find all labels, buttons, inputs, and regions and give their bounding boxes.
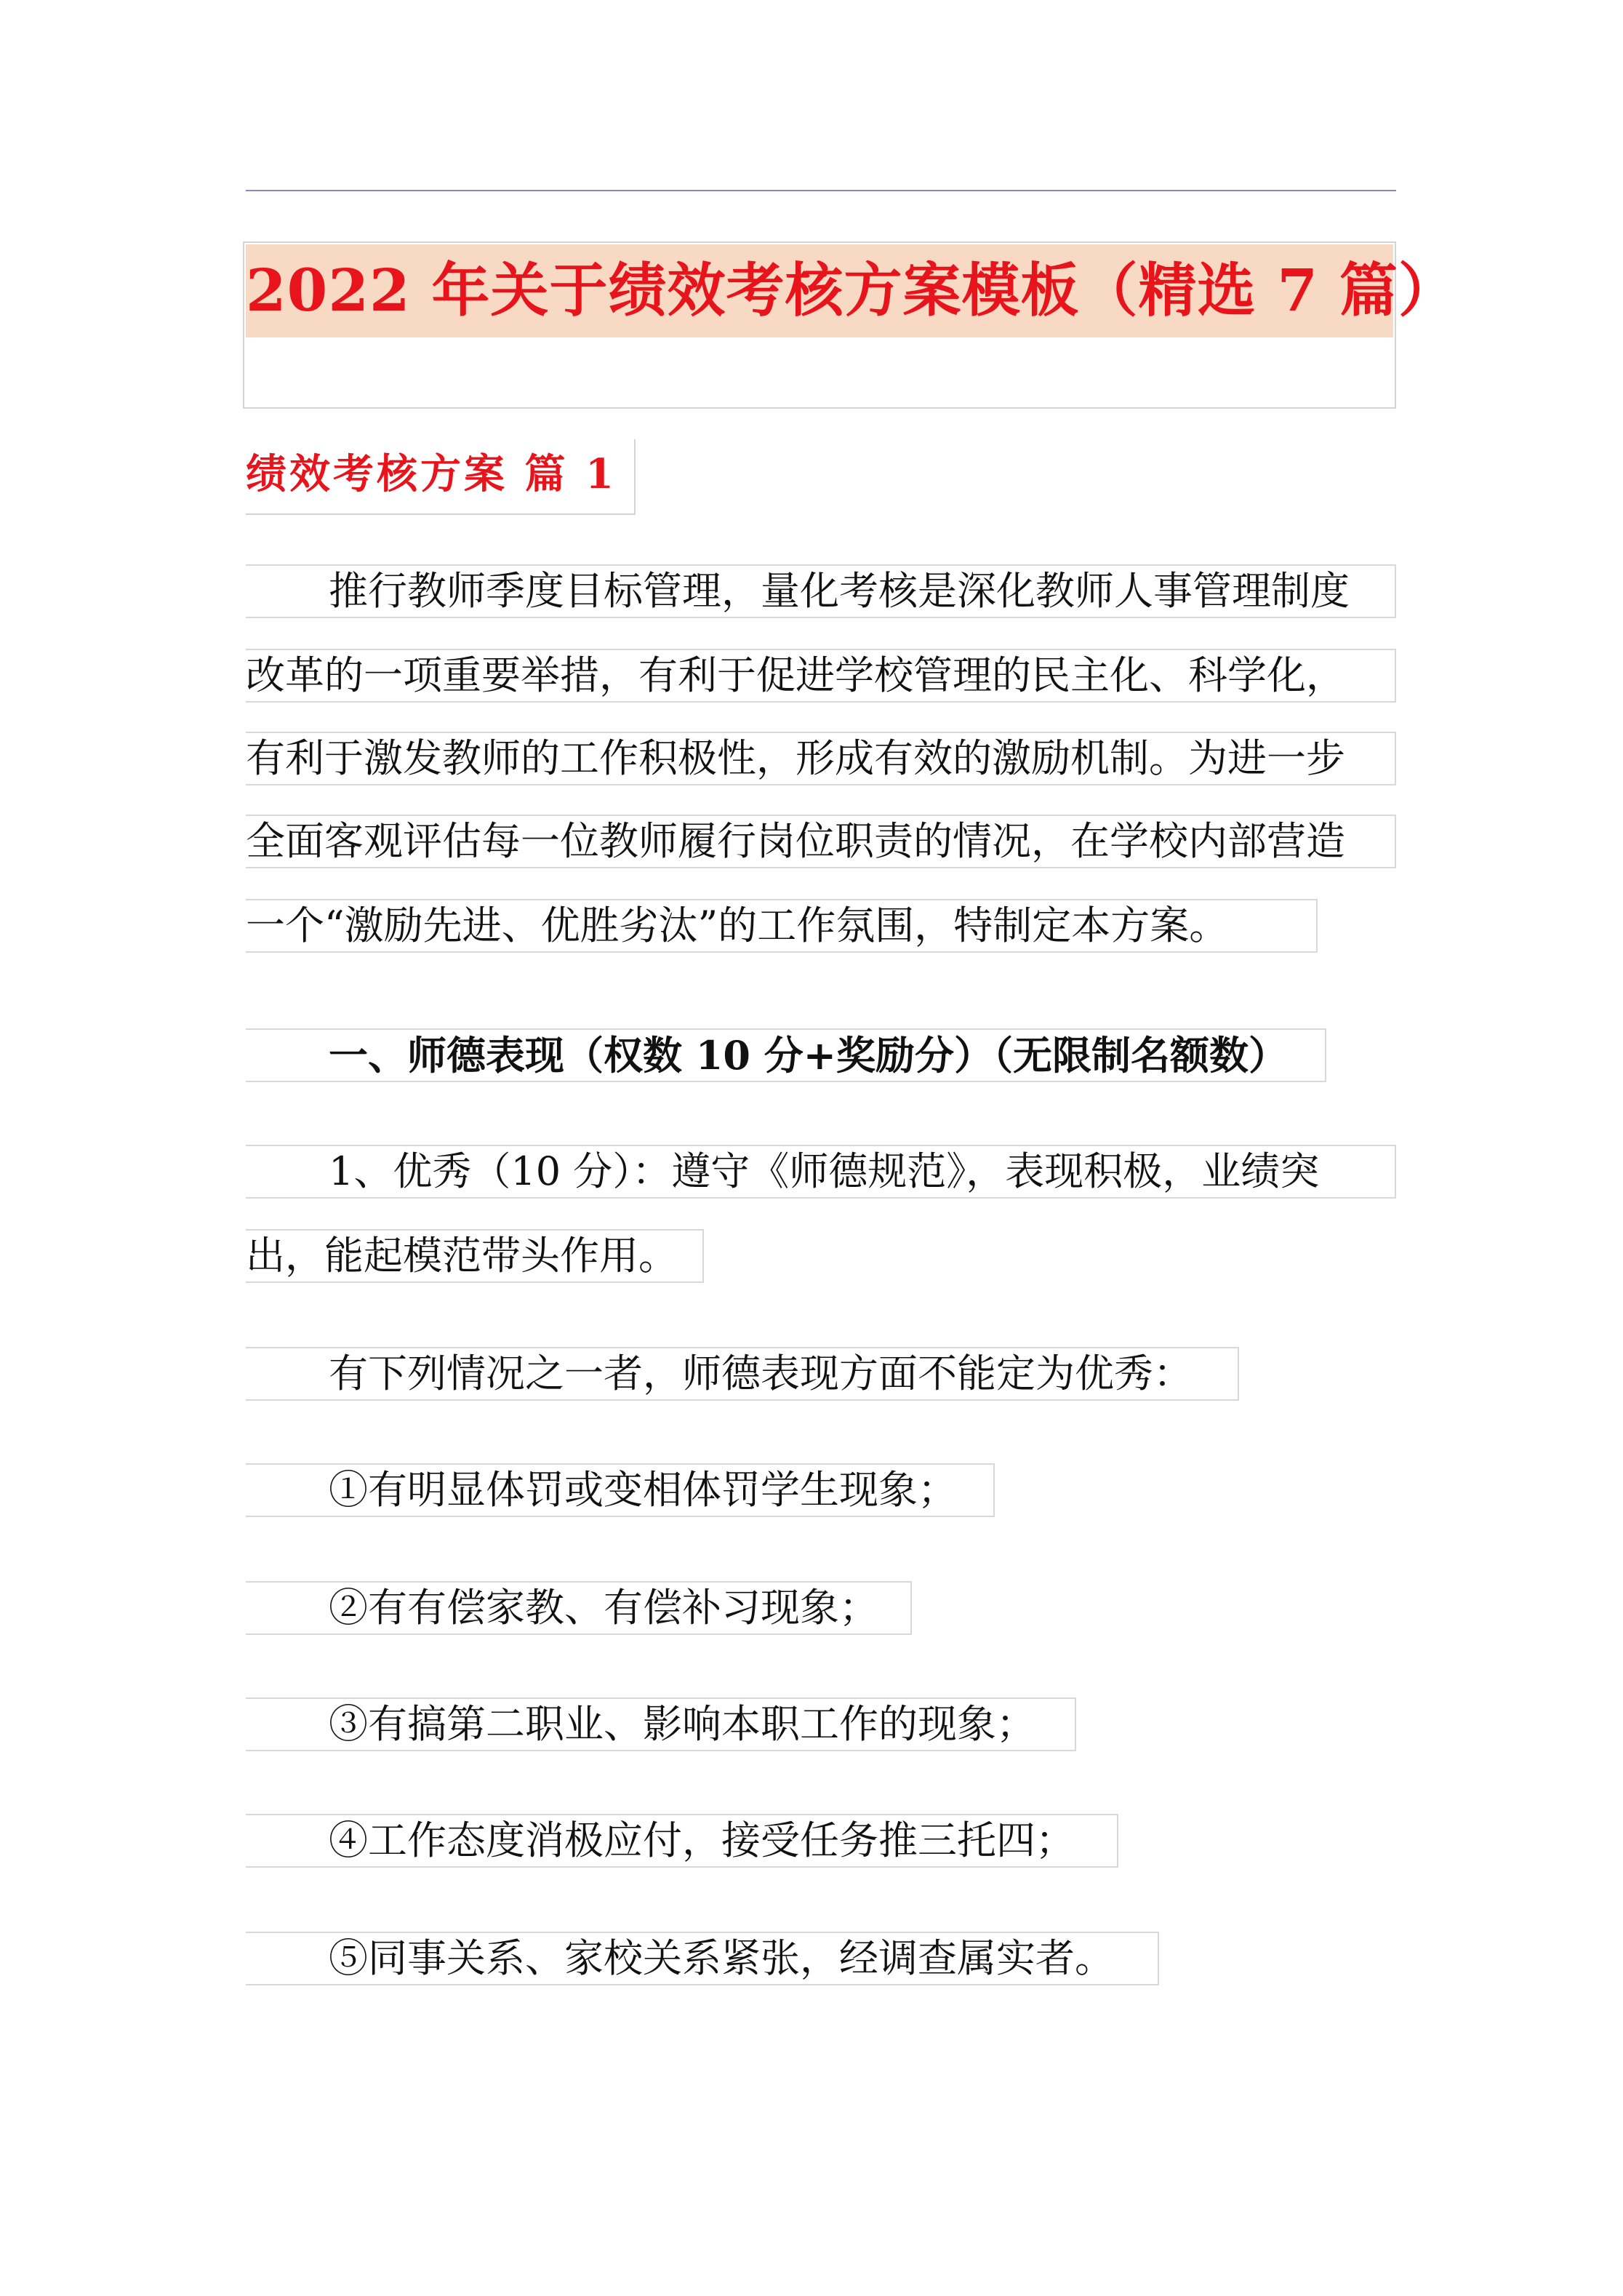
subsection-heading: 一、师德表现（权数 10 分+奖励分）（无限制名额数） bbox=[246, 1028, 1326, 1082]
paragraph-line: 有下列情况之一者，师德表现方面不能定为优秀： bbox=[246, 1347, 1239, 1401]
paragraph-line: 1、优秀（10 分）：遵守《师德规范》，表现积极，业绩突 bbox=[246, 1145, 1396, 1199]
section-heading: 绩效考核方案 篇 1 bbox=[246, 439, 636, 515]
paragraph-line: 出，能起模范带头作用。 bbox=[246, 1229, 704, 1283]
paragraph-line: 改革的一项重要举措，有利于促进学校管理的民主化、科学化， bbox=[246, 649, 1396, 703]
list-item: ④工作态度消极应付，接受任务推三托四； bbox=[246, 1814, 1118, 1868]
document-title: 2022 年关于绩效考核方案模板（精选 7 篇） bbox=[246, 256, 1457, 324]
list-item: ①有明显体罚或变相体罚学生现象； bbox=[246, 1463, 995, 1517]
paragraph-line: 有利于激发教师的工作积极性，形成有效的激励机制。为进一步 bbox=[246, 732, 1396, 785]
list-item: ③有搞第二职业、影响本职工作的现象； bbox=[246, 1697, 1076, 1751]
paragraph-line: 全面客观评估每一位教师履行岗位职责的情况，在学校内部营造 bbox=[246, 815, 1396, 868]
list-item: ②有有偿家教、有偿补习现象； bbox=[246, 1581, 912, 1635]
paragraph-line: 推行教师季度目标管理，量化考核是深化教师人事管理制度 bbox=[246, 564, 1396, 618]
paragraph-line: 一个“激励先进、优胜劣汰”的工作氛围，特制定本方案。 bbox=[246, 899, 1318, 953]
header-rule bbox=[246, 190, 1396, 191]
list-item: ⑤同事关系、家校关系紧张，经调查属实者。 bbox=[246, 1932, 1159, 1985]
